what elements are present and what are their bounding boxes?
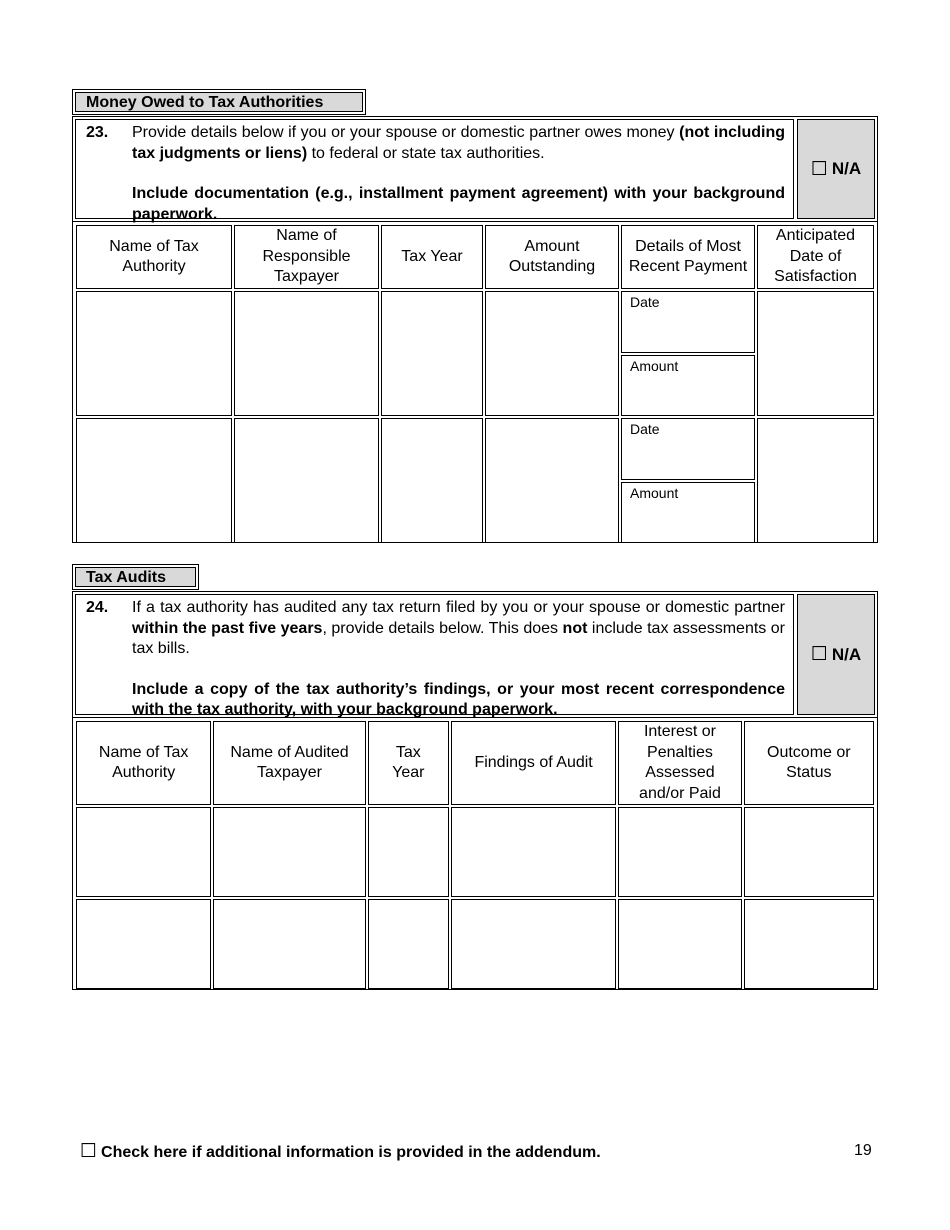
- col-header: Name of Tax Authority: [76, 721, 211, 805]
- input-cell[interactable]: [757, 418, 874, 543]
- section-title-money-owed: Money Owed to Tax Authorities: [72, 89, 366, 115]
- col-header: Name of Responsible Taxpayer: [234, 225, 379, 289]
- col-header: Anticipated Date of Satisfaction: [757, 225, 874, 289]
- input-cell[interactable]: [381, 291, 483, 416]
- question-number: 23.: [86, 124, 109, 141]
- payment-date-field[interactable]: Date: [621, 418, 755, 480]
- input-cell[interactable]: [451, 807, 616, 897]
- input-cell[interactable]: [757, 291, 874, 416]
- col-header: Details of Most Recent Payment: [621, 225, 755, 289]
- input-cell[interactable]: [368, 807, 449, 897]
- input-cell[interactable]: [485, 418, 619, 543]
- instruction-text: Include documentation (e.g., installment payment agreement) with your background paperwork.: [132, 185, 785, 223]
- payment-amount-field[interactable]: Amount: [621, 355, 755, 416]
- input-cell[interactable]: [744, 899, 874, 989]
- money-owed-table: [72, 221, 878, 543]
- na-checkbox[interactable]: ☐ N/A: [797, 594, 875, 715]
- input-cell[interactable]: [76, 899, 211, 989]
- input-cell[interactable]: [213, 807, 365, 897]
- checkbox-icon[interactable]: ☐: [810, 644, 828, 665]
- na-checkbox[interactable]: ☐ N/A: [797, 119, 875, 219]
- checkbox-icon[interactable]: ☐: [80, 1141, 98, 1162]
- addendum-checkbox[interactable]: [80, 1140, 601, 1163]
- input-cell[interactable]: [76, 291, 232, 416]
- input-cell[interactable]: [618, 807, 741, 897]
- input-cell[interactable]: [213, 899, 365, 989]
- col-header: Name of Audited Taxpayer: [213, 721, 365, 805]
- input-cell[interactable]: [618, 899, 741, 989]
- question-23: 23. Provide details below if you or your spouse or domestic partner owes money (not including tax judgments or liens) to federal or state tax authorities. Include documentation (e.g., installment payment agreement) with your background paperwork. ☐ N/A: [72, 116, 878, 222]
- input-cell[interactable]: [368, 899, 449, 989]
- input-cell[interactable]: [451, 899, 616, 989]
- col-header: Tax Year: [368, 721, 449, 805]
- table-row: [76, 899, 874, 989]
- tax-audits-table: [72, 717, 878, 990]
- col-header: Tax Year: [381, 225, 483, 289]
- col-header: Name of Tax Authority: [76, 225, 232, 289]
- section-title-tax-audits: Tax Audits: [72, 564, 199, 590]
- input-cell[interactable]: [234, 291, 379, 416]
- input-cell[interactable]: [76, 418, 232, 543]
- question-24: 24. If a tax authority has audited any tax return filed by you or your spouse or domestic partner within the past five years, provide details below. This does not include tax assessments or tax bills. Include a copy of the tax authority’s findings, or your most recent correspondence with the tax authority, with your background paperwork. ☐ N/A: [72, 591, 878, 718]
- payment-date-field[interactable]: Date: [621, 291, 755, 353]
- input-cell[interactable]: [381, 418, 483, 543]
- input-cell[interactable]: [76, 807, 211, 897]
- table-row: [76, 291, 874, 416]
- table-row: [76, 807, 874, 897]
- input-cell[interactable]: [485, 291, 619, 416]
- input-cell[interactable]: [744, 807, 874, 897]
- table-row: [76, 418, 874, 543]
- col-header: Interest or Penalties Assessed and/or Paid: [618, 721, 741, 805]
- addendum-label: Check here if additional information is provided in the addendum.: [101, 1144, 601, 1161]
- col-header: Amount Outstanding: [485, 225, 619, 289]
- col-header: Findings of Audit: [451, 721, 616, 805]
- question-number: 24.: [86, 599, 109, 616]
- payment-amount-field[interactable]: Amount: [621, 482, 755, 543]
- col-header: Outcome or Status: [744, 721, 874, 805]
- checkbox-icon[interactable]: ☐: [810, 158, 828, 180]
- page-number: 19: [854, 1142, 872, 1159]
- input-cell[interactable]: [234, 418, 379, 543]
- instruction-text: Include a copy of the tax authority’s findings, or your most recent correspondence with the tax authority, with your background paperwork.: [132, 680, 785, 718]
